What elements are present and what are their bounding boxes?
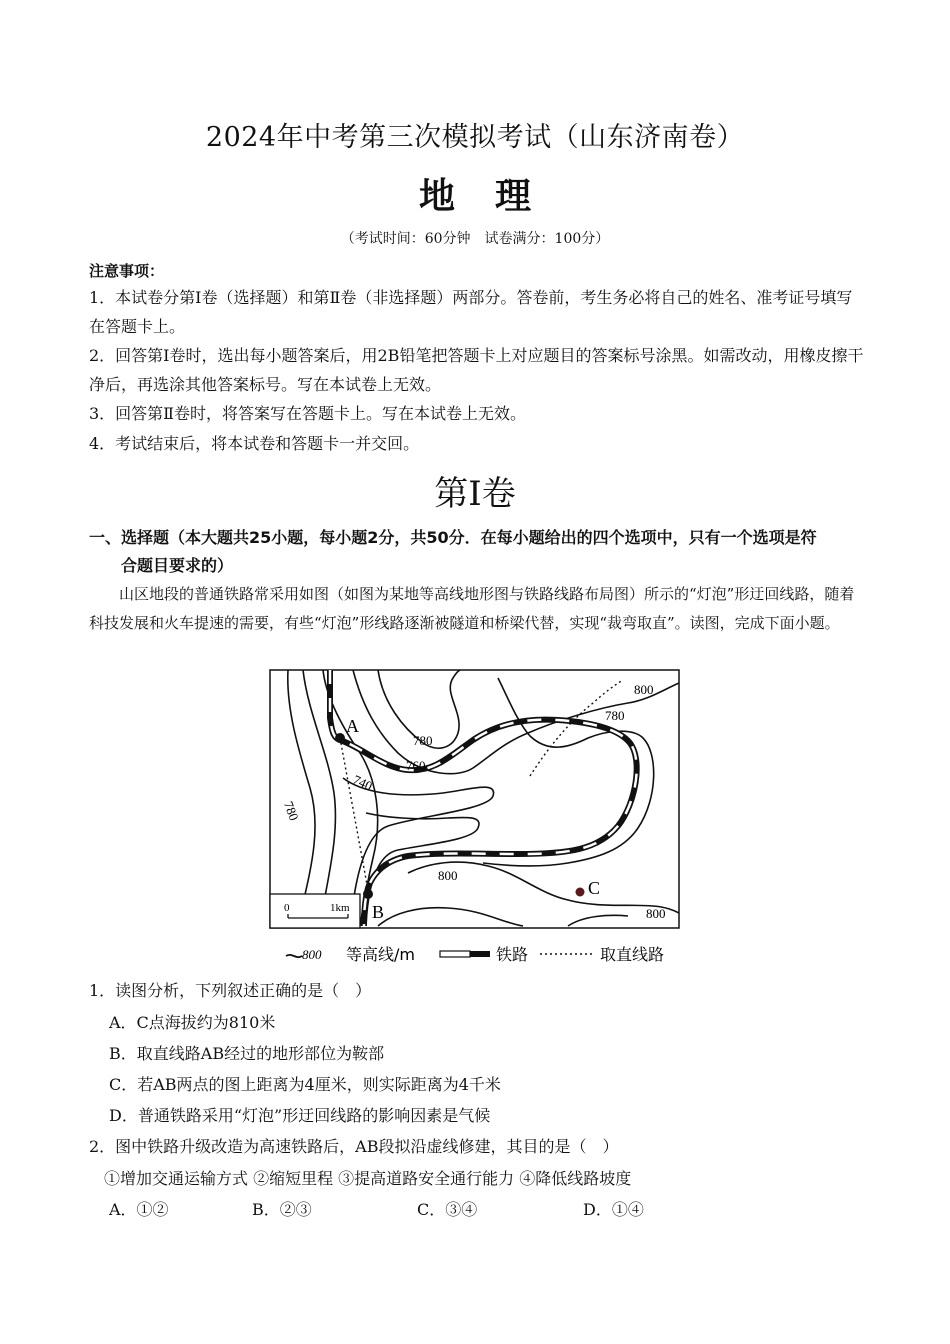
contour-map (268, 668, 688, 968)
question-2-choice-c: C．③④ (417, 1200, 478, 1219)
contour-map-figure (268, 668, 688, 968)
notice-item-1: 1．本试卷分第Ⅰ卷（选择题）和第Ⅱ卷（非选择题）两部分。答卷前，考生务必将自己的姓名、准考证号填写在答题卡上。 (89, 288, 853, 336)
section-heading-line1: 一、选择题（本大题共25小题，每小题2分，共50分．在每小题给出的四个选项中，只有一个选项是符 (89, 528, 817, 547)
exam-title: 2024年中考第三次模拟考试（山东济南卷） (205, 122, 745, 153)
legend-contour-sample: 800 (302, 947, 322, 962)
question-1-option-d: D．普通铁路采用“灯泡”形迂回线路的影响因素是气候 (109, 1106, 491, 1125)
notice-heading: 注意事项： (89, 262, 165, 280)
legend-railway-symbol (440, 951, 470, 957)
legend-railway-symbol (470, 951, 490, 957)
intro-paragraph: 山区地段的普通铁路常采用如图（如图为某地等高线地形图与铁路线路布局图）所示的“灯泡”形迂回线路，随着科技发展和火车提速的需要，有些“灯泡”形线路逐渐被隧道和桥梁代替，实现“裁弯取直”。读图，完成下面小题。 (89, 585, 855, 632)
contour-label-800: 800 (646, 906, 666, 921)
section-heading-line2: 合题目要求的） (121, 556, 234, 575)
exam-info: （考试时间：60分钟 试卷满分：100分） (340, 231, 610, 247)
question-2-choice-d: D．①④ (583, 1200, 644, 1219)
question-2-statements: ①增加交通运输方式 ②缩短里程 ③提高道路安全通行能力 ④降低线路坡度 (104, 1169, 632, 1188)
point-b-marker (363, 889, 373, 899)
point-c-label: C (588, 878, 601, 898)
question-1-option-b: B．取直线路AB经过的地形部位为鞍部 (109, 1044, 385, 1063)
part-title: 第Ⅰ卷 (434, 474, 516, 514)
question-1-option-c: C．若AB两点的图上距离为4厘米，则实际距离为4千米 (109, 1075, 501, 1094)
section-heading (89, 524, 869, 580)
point-b-label: B (372, 902, 385, 922)
contour-label-800: 800 (634, 682, 654, 697)
legend-railway-label: 铁路 (496, 945, 529, 964)
point-c-marker (576, 888, 585, 897)
legend-contour-symbol (286, 955, 302, 957)
question-2-choice-a: A．①② (109, 1200, 169, 1219)
notice-item-2: 2．回答第Ⅰ卷时，选出每小题答案后，用2B铅笔把答题卡上对应题目的答案标号涂黑。如需改动，用橡皮擦干净后，再选涂其他答案标号。写在本试卷上无效。 (89, 346, 864, 394)
contour-label-780: 780 (280, 799, 302, 823)
map-legend (286, 945, 664, 964)
legend-contour-label: 等高线/m (346, 945, 415, 964)
contour-line (378, 908, 523, 926)
notice-item-4: 4．考试结束后，将本试卷和答题卡一并交回。 (89, 434, 420, 453)
contour-label-740: 740 (350, 771, 375, 794)
scale-unit: 1km (330, 902, 350, 914)
question-1-stem: 1．读图分析，下列叙述正确的是（ ） (89, 981, 372, 1000)
point-a-label: A (346, 716, 359, 736)
notice-item-3: 3．回答第Ⅱ卷时，将答案写在答题卡上。写在本试卷上无效。 (89, 404, 527, 423)
contour-label-800: 800 (438, 868, 458, 883)
contour-label-780: 780 (413, 733, 433, 748)
question-2-choice-b: B．②③ (252, 1200, 312, 1219)
scale-zero: 0 (284, 902, 290, 914)
contour-line (483, 678, 654, 866)
question-2-stem: 2．图中铁路升级改造为高速铁路后，AB段拟沿虚线修建，其目的是（ ） (89, 1137, 619, 1156)
subject-title: 地理 (418, 176, 571, 217)
contour-label-760: 760 (406, 758, 426, 773)
contour-label-780: 780 (605, 708, 625, 723)
legend-straight-label: 取直线路 (600, 945, 665, 964)
contour-line (568, 915, 628, 926)
question-1-option-a: A．C点海拔约为810米 (109, 1013, 276, 1032)
point-a-marker (335, 733, 345, 743)
